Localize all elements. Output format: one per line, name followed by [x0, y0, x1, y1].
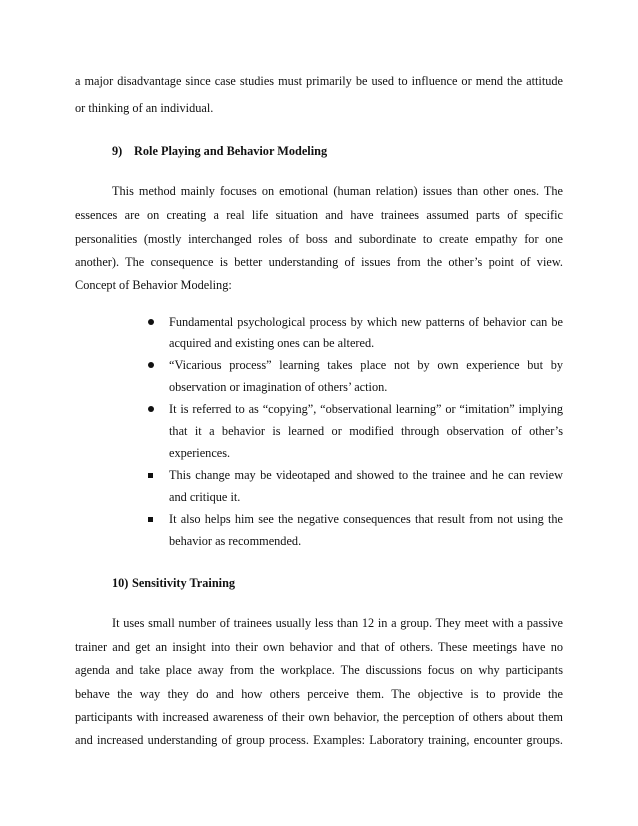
- section-10-paragraph-line-3: agenda and take place away from the workplace. The discussions focus on why participants: [75, 663, 563, 677]
- section-9-paragraph-line-2: essences are on creating a real life situation and have trainees assumed parts of specific: [75, 208, 563, 222]
- section-9-paragraph-line-3: personalities (mostly interchanged roles of boss and subordinate to create empathy for one: [75, 232, 563, 246]
- bullet-square-icon: [148, 517, 153, 522]
- bullet-3-line-2: that it a behavior is learned or modified through observation of other’s: [169, 424, 563, 438]
- bullet-5-line-1: It also helps him see the negative consequences that result from not using the: [169, 512, 563, 526]
- section-10-title: Sensitivity Training: [132, 576, 236, 590]
- bullet-1-line-2: acquired and existing ones can be altered.: [169, 336, 375, 350]
- bullet-3-line-1: It is referred to as “copying”, “observational learning” or “imitation” implying: [169, 402, 563, 416]
- bullet-dot-icon: [148, 362, 154, 368]
- bullet-5-line-2: behavior as recommended.: [169, 534, 302, 548]
- section-10-paragraph-line-2: trainer and get an insight into their own behavior and that of others. These meetings have no: [75, 640, 563, 654]
- bullet-3-line-3: experiences.: [169, 446, 231, 460]
- section-10-paragraph-line-4: behave the way they do and how others perceive them. The objective is to provide the: [75, 687, 563, 701]
- section-9-number: 9): [112, 144, 123, 158]
- bullet-4-line-2: and critique it.: [169, 490, 241, 504]
- section-10-paragraph-line-5: participants with increased awareness of their own behavior, the perception of others about them: [75, 710, 563, 724]
- section-10-heading: [112, 574, 235, 592]
- section-9-heading: [112, 142, 327, 160]
- bullet-2-line-2: observation or imagination of others’ action.: [169, 380, 388, 394]
- section-10-paragraph-line-6: and increased understanding of group process. Examples: Laboratory training, encounter groups.: [75, 733, 563, 747]
- section-10-number: 10): [112, 576, 129, 590]
- intro-line-1: a major disadvantage since case studies must primarily be used to influence or mend the attitude: [75, 74, 563, 88]
- section-9-paragraph-line-1: This method mainly focuses on emotional (human relation) issues than other ones. The: [112, 184, 563, 198]
- intro-line-2: or thinking of an individual.: [75, 101, 214, 115]
- bullet-1-line-1: Fundamental psychological process by which new patterns of behavior can be: [169, 315, 563, 329]
- bullet-4-line-1: This change may be videotaped and showed to the trainee and he can review: [169, 468, 563, 482]
- bullet-square-icon: [148, 473, 153, 478]
- section-9-paragraph-line-4: another). The consequence is better understanding of issues from the other’s point of view.: [75, 255, 563, 269]
- section-10-paragraph-line-1: It uses small number of trainees usually less than 12 in a group. They meet with a passive: [112, 616, 563, 630]
- bullet-dot-icon: [148, 319, 154, 325]
- section-9-paragraph-line-5: Concept of Behavior Modeling:: [75, 278, 232, 292]
- bullet-dot-icon: [148, 406, 154, 412]
- bullet-2-line-1: “Vicarious process” learning takes place not by own experience but by: [169, 358, 563, 372]
- section-9-title: Role Playing and Behavior Modeling: [134, 144, 328, 158]
